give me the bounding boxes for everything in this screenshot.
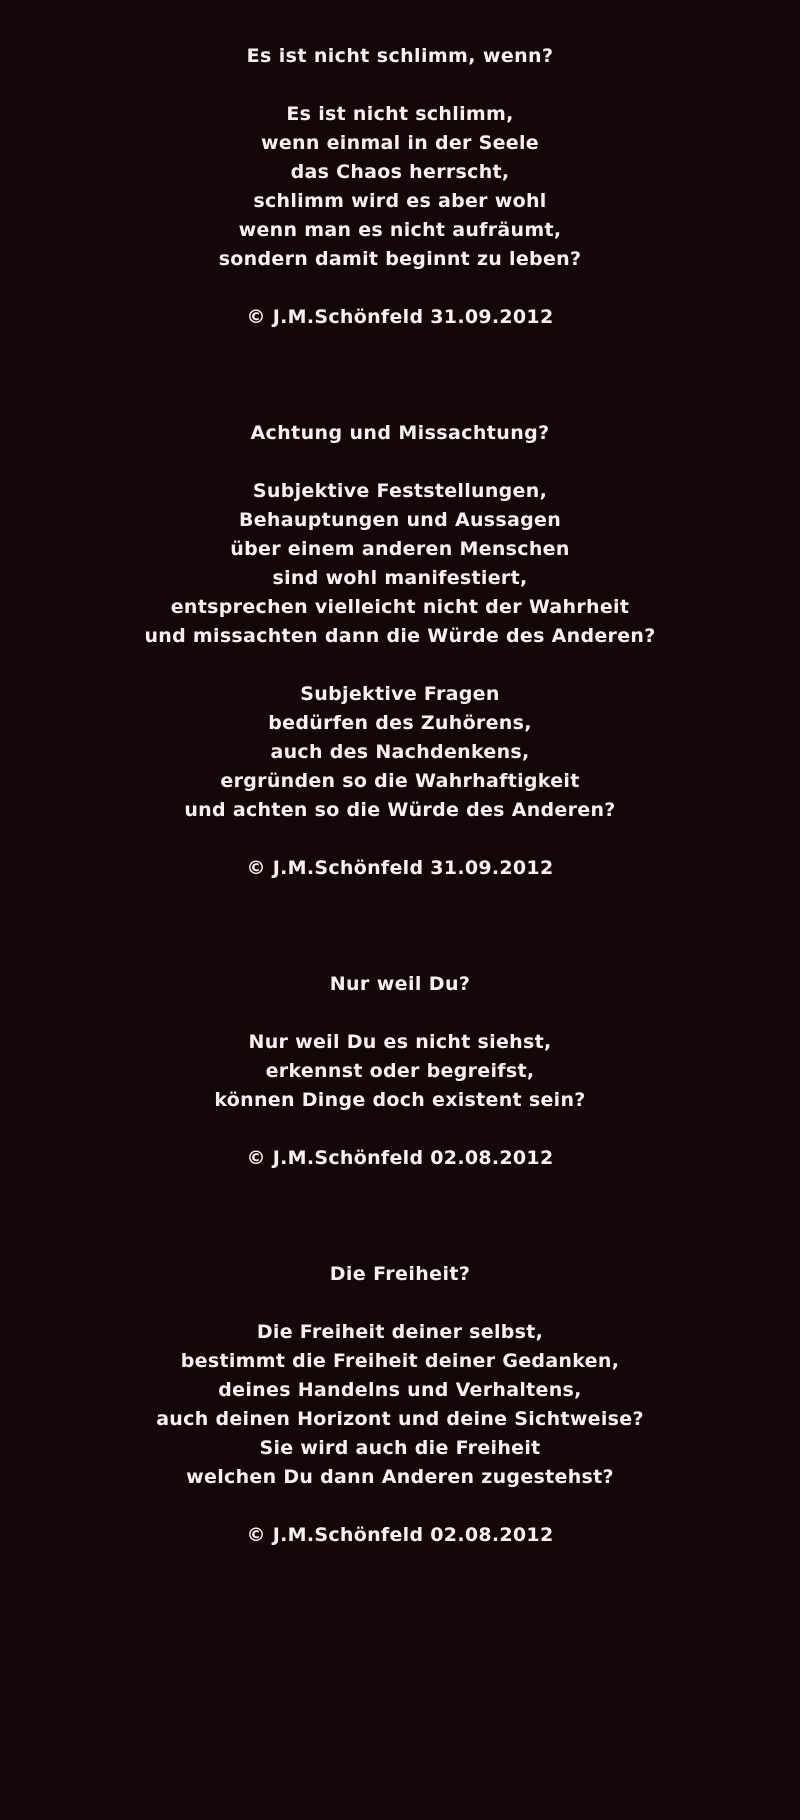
poem-line: wenn einmal in der Seele: [261, 132, 539, 154]
poem-4: [0, 1260, 800, 1550]
poem-3-title: Nur weil Du?: [329, 973, 471, 995]
poem-line: und missachten dann die Würde des Anderen?: [144, 625, 656, 647]
poem-separator: [0, 1173, 800, 1260]
poem-line: auch deinen Horizont und deine Sichtweise?: [156, 1408, 644, 1430]
spacer: [0, 825, 800, 854]
poem-line: Die Freiheit deiner selbst,: [256, 1321, 544, 1343]
poem-line: schlimm wird es aber wohl: [253, 190, 547, 212]
poem-line: das Chaos herrscht,: [290, 161, 510, 183]
poem-line: erkennst oder begreifst,: [265, 1060, 535, 1082]
poem-2-body: [0, 477, 800, 825]
spacer: [0, 71, 800, 100]
poem-line: und achten so die Würde des Anderen?: [184, 799, 616, 821]
poem-line: Subjektive Feststellungen,: [252, 480, 548, 502]
poem-1-title: Es ist nicht schlimm, wenn?: [246, 45, 554, 67]
poem-3-body: [0, 1028, 800, 1115]
poem-line: auch des Nachdenkens,: [270, 741, 530, 763]
poem-line: wenn man es nicht aufräumt,: [238, 219, 562, 241]
poem-3: [0, 970, 800, 1173]
poem-separator: [0, 883, 800, 970]
poem-line-blank: [0, 651, 800, 680]
poem-2-title: Achtung und Missachtung?: [250, 422, 550, 444]
poem-line: können Dinge doch existent sein?: [214, 1089, 586, 1111]
spacer: [0, 274, 800, 303]
poem-3-credit: © J.M.Schönfeld 02.08.2012: [246, 1147, 554, 1169]
spacer: [0, 999, 800, 1028]
poem-separator: [0, 332, 800, 419]
poem-line: Sie wird auch die Freiheit: [259, 1437, 541, 1459]
poem-2: [0, 419, 800, 883]
poem-line: Nur weil Du es nicht siehst,: [248, 1031, 552, 1053]
poem-line: Subjektive Fragen: [300, 683, 500, 705]
poem-4-body: [0, 1318, 800, 1492]
poem-line: Behauptungen und Aussagen: [238, 509, 562, 531]
poem-line: sind wohl manifestiert,: [272, 567, 528, 589]
poem-line: welchen Du dann Anderen zugestehst?: [186, 1466, 614, 1488]
poem-1: [0, 42, 800, 332]
spacer: [0, 1115, 800, 1144]
spacer: [0, 448, 800, 477]
poem-line: bedürfen des Zuhörens,: [268, 712, 532, 734]
poem-line: bestimmt die Freiheit deiner Gedanken,: [180, 1350, 620, 1372]
poem-line: deines Handelns und Verhaltens,: [218, 1379, 582, 1401]
spacer: [0, 1289, 800, 1318]
spacer: [0, 1492, 800, 1521]
poem-line: sondern damit beginnt zu leben?: [218, 248, 582, 270]
poem-line: entsprechen vielleicht nicht der Wahrheit: [170, 596, 630, 618]
poem-2-credit: © J.M.Schönfeld 31.09.2012: [246, 857, 554, 879]
poem-4-credit: © J.M.Schönfeld 02.08.2012: [246, 1524, 554, 1546]
poem-1-body: [0, 100, 800, 274]
poem-line: Es ist nicht schlimm,: [286, 103, 514, 125]
poem-4-title: Die Freiheit?: [329, 1263, 471, 1285]
poem-line: über einem anderen Menschen: [230, 538, 570, 560]
poem-1-credit: © J.M.Schönfeld 31.09.2012: [246, 306, 554, 328]
poem-line: ergründen so die Wahrhaftigkeit: [220, 770, 580, 792]
